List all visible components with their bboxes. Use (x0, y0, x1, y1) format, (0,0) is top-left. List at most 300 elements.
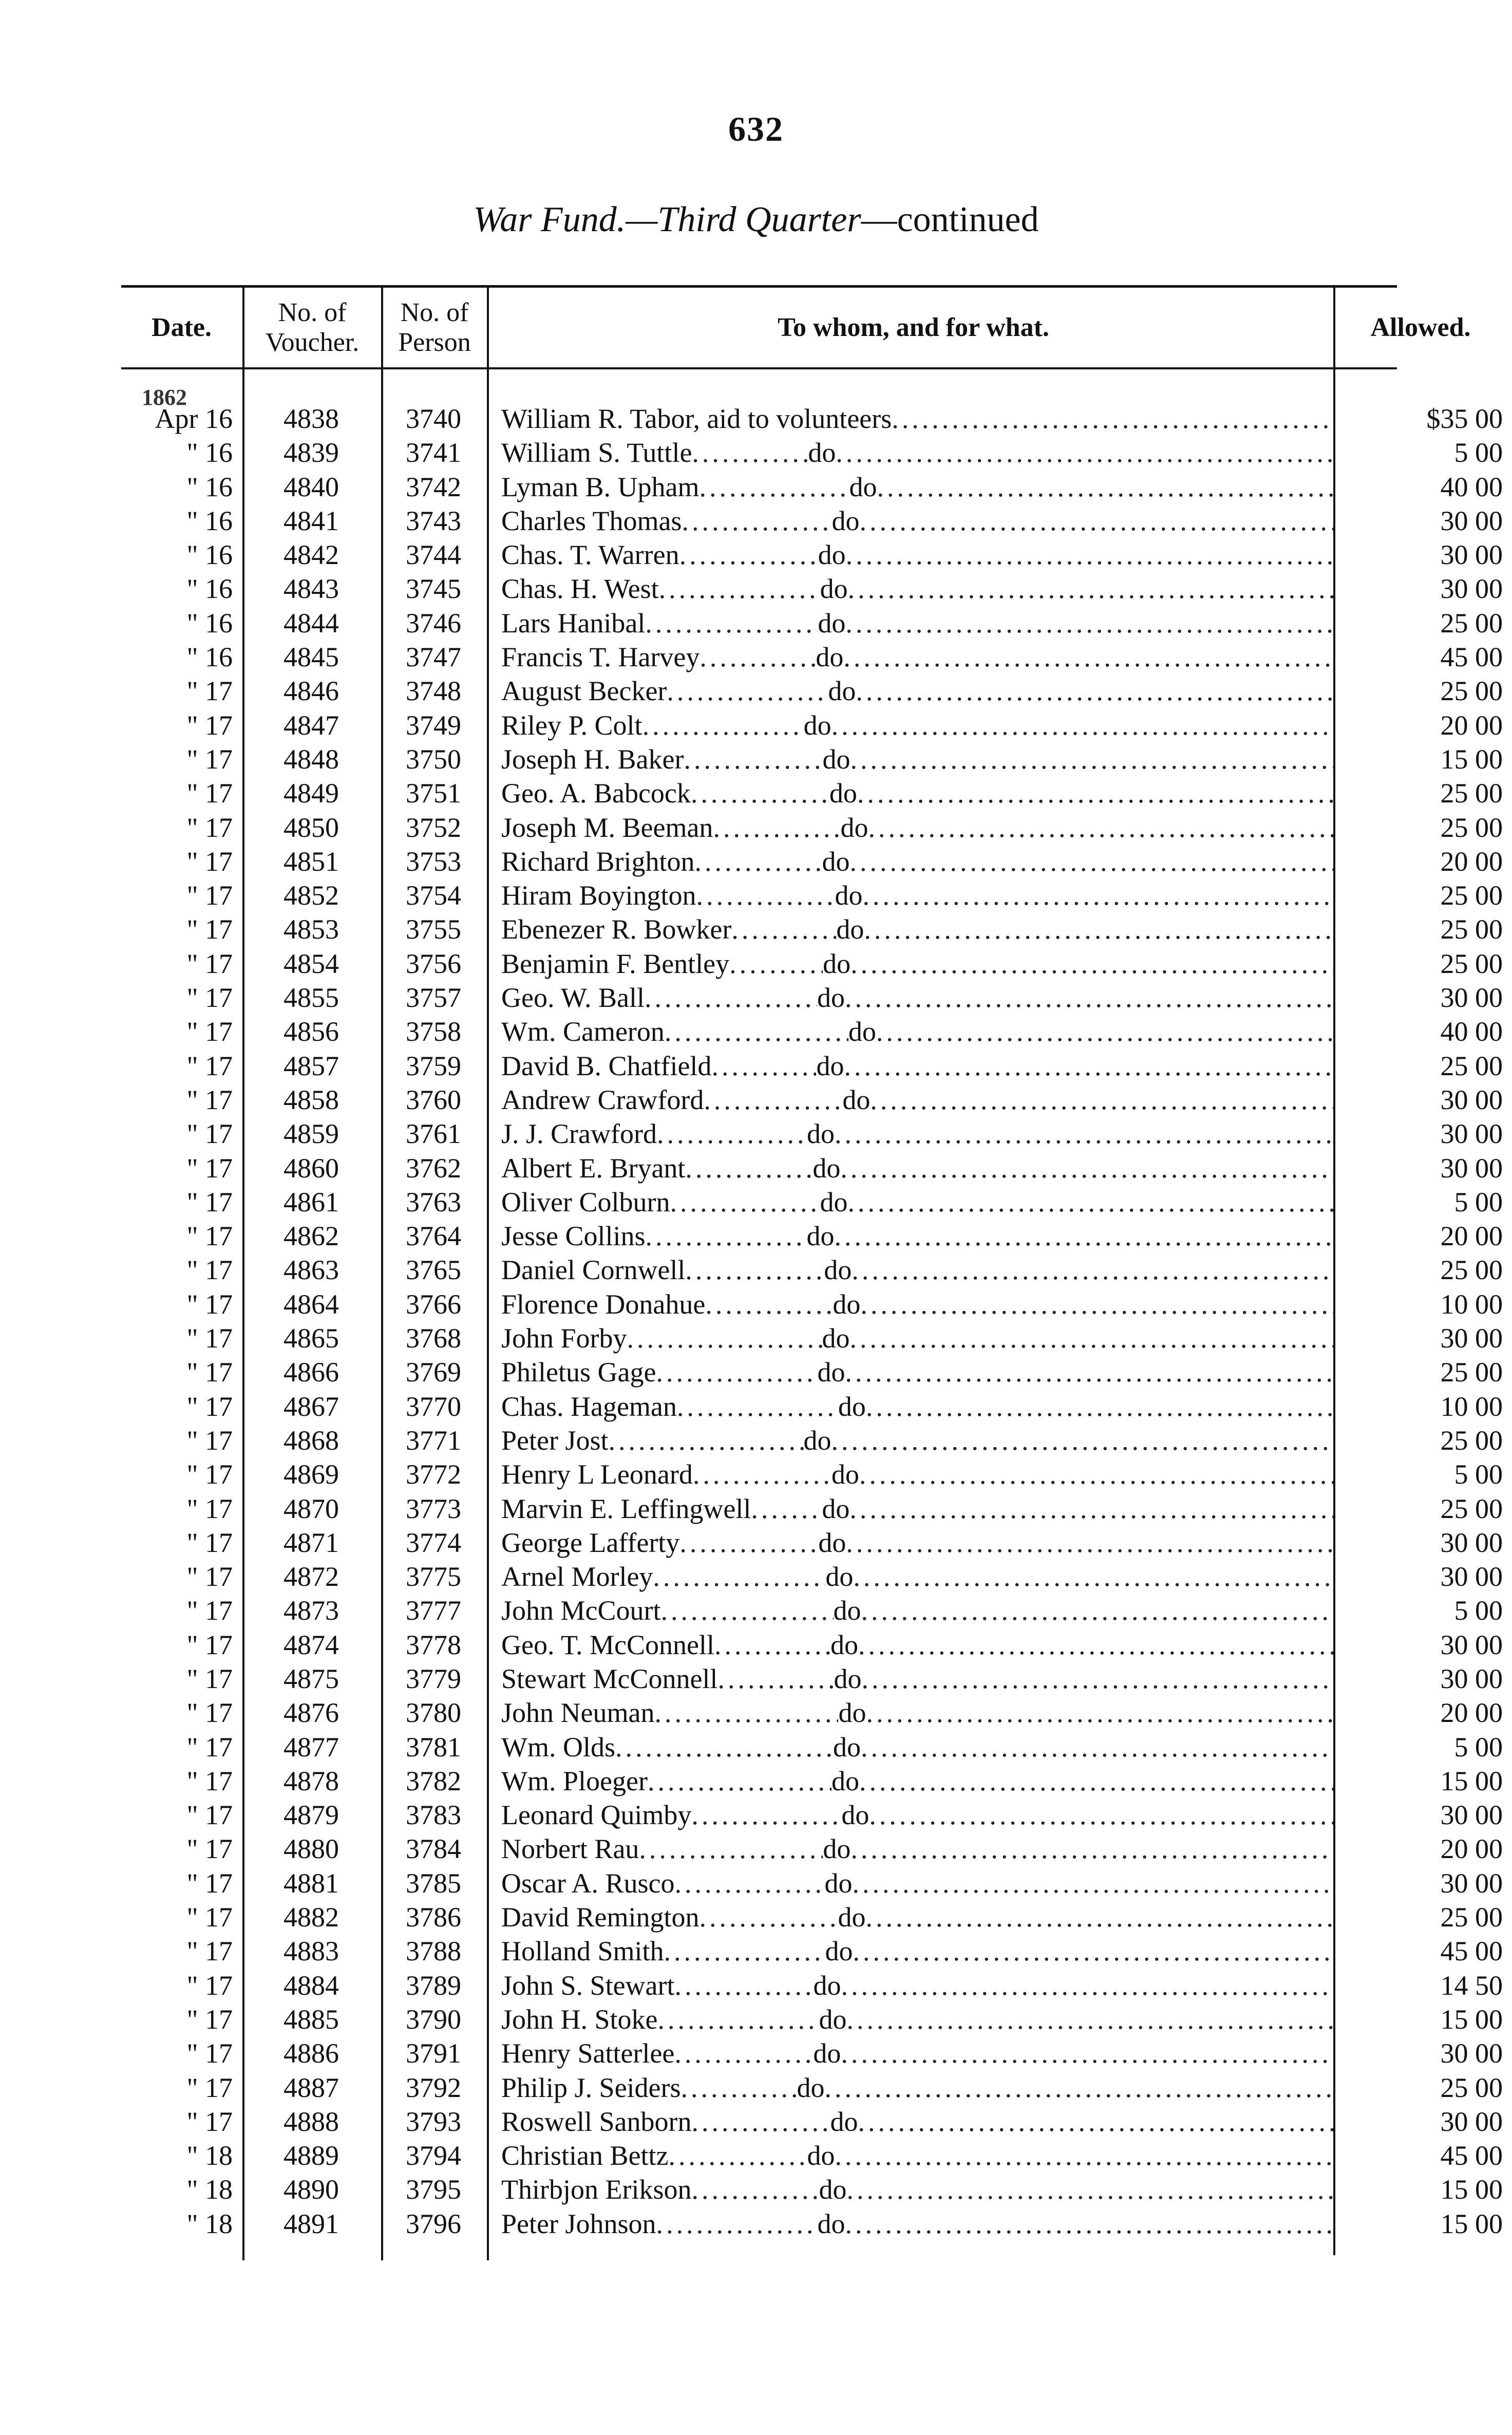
row-payee-name: Wm. Ploeger (501, 1765, 648, 1796)
row-amount-allowed: 20 00 (1440, 846, 1503, 877)
row-payee (501, 2105, 1333, 2139)
row-payee (501, 811, 1333, 845)
row-ditto-do: do (825, 1561, 854, 1593)
table-body (121, 402, 1503, 2241)
leader-dots (645, 981, 817, 1015)
leader-dots (852, 1866, 1333, 1900)
page-number: 632 (728, 109, 784, 148)
row-payee-name: Oliver Colburn (501, 1186, 670, 1218)
table-row (121, 1185, 1503, 1219)
leader-dots (681, 2071, 797, 2105)
leader-dots (751, 1492, 822, 1526)
table-row (121, 1015, 1503, 1048)
leader-dots (852, 1253, 1333, 1287)
row-voucher-number: 4852 (284, 880, 339, 911)
row-date: " 17 (186, 1221, 233, 1252)
leader-dots (831, 708, 1333, 742)
row-amount-allowed: 20 00 (1440, 709, 1503, 741)
row-ditto-do: do (831, 1459, 859, 1490)
table-row (121, 1969, 1503, 2002)
leader-dots (841, 2036, 1333, 2070)
row-ditto-do: do (816, 642, 844, 673)
row-amount-allowed: 25 00 (1440, 607, 1503, 639)
table-row (121, 2172, 1503, 2206)
row-person-number: 3785 (406, 1867, 461, 1899)
row-person-number: 3770 (406, 1391, 461, 1422)
leader-dots (656, 1355, 817, 1389)
row-ditto-do: do (831, 505, 860, 536)
row-voucher-number: 4855 (284, 982, 339, 1014)
row-date: " 17 (186, 676, 233, 707)
leader-dots (853, 1934, 1333, 1968)
table-row (121, 1151, 1503, 1185)
row-person-number: 3742 (406, 471, 461, 502)
row-date: " 16 (186, 437, 233, 469)
row-person-number: 3758 (406, 1016, 461, 1047)
leader-dots (864, 912, 1333, 946)
row-date: " 16 (186, 573, 233, 605)
row-person-number: 3757 (406, 982, 461, 1014)
row-payee-name: Geo. T. McConnell (501, 1629, 714, 1660)
row-voucher-number: 4853 (284, 914, 339, 945)
row-amount-allowed: 10 00 (1440, 1391, 1503, 1422)
row-date: " 17 (186, 1731, 233, 1763)
row-amount-allowed: 15 00 (1440, 743, 1503, 775)
row-date: " 17 (186, 948, 233, 979)
row-ditto-do: do (818, 607, 846, 639)
row-date: " 17 (186, 1970, 233, 2001)
row-date: " 17 (186, 1152, 233, 1184)
row-payee-name: Riley P. Colt (501, 709, 642, 741)
row-voucher-number: 4857 (284, 1050, 339, 1081)
leader-dots (658, 2002, 819, 2036)
row-payee-name: Peter Johnson (501, 2208, 656, 2239)
table-row (121, 572, 1503, 606)
leader-dots (661, 1594, 834, 1627)
row-voucher-number: 4883 (284, 1936, 339, 1967)
row-amount-allowed: 5 00 (1454, 1595, 1503, 1626)
row-date: " 17 (186, 1663, 233, 1694)
table-row (121, 402, 1503, 436)
row-ditto-do: do (817, 982, 845, 1014)
row-payee-name: Richard Brighton (501, 846, 695, 877)
table-row (121, 2071, 1503, 2105)
row-voucher-number: 4871 (284, 1527, 339, 1558)
table-row (121, 1594, 1503, 1627)
leader-dots (675, 1969, 814, 2002)
leader-dots (849, 1492, 1333, 1526)
row-person-number: 3771 (406, 1425, 461, 1456)
row-date: " 16 (186, 539, 233, 571)
leader-dots (731, 912, 836, 946)
row-payee-name: Wm. Olds (501, 1731, 615, 1763)
row-person-number: 3749 (406, 709, 461, 741)
row-person-number: 3774 (406, 1527, 461, 1558)
leader-dots (877, 470, 1333, 504)
row-voucher-number: 4891 (284, 2208, 339, 2239)
row-ditto-do: do (833, 1595, 861, 1626)
row-voucher-number: 4876 (284, 1697, 339, 1729)
leader-dots (694, 845, 822, 878)
table-row (121, 1321, 1503, 1355)
row-payee (501, 2139, 1333, 2172)
row-person-number: 3753 (406, 846, 461, 877)
row-person-number: 3766 (406, 1288, 461, 1320)
row-amount-allowed: 30 00 (1440, 1663, 1503, 1694)
row-amount-allowed: 5 00 (1454, 1459, 1503, 1490)
row-payee (501, 1798, 1333, 1832)
row-person-number: 3764 (406, 1221, 461, 1252)
leader-dots (860, 1287, 1333, 1321)
row-person-number: 3790 (406, 2003, 461, 2035)
leader-dots (668, 2139, 807, 2172)
leader-dots (684, 742, 822, 776)
row-ditto-do: do (822, 846, 850, 877)
page-title (0, 199, 1512, 240)
row-date: " 17 (186, 2003, 233, 2035)
ledger-table (121, 285, 1503, 2291)
row-amount-allowed: 25 00 (1440, 2072, 1503, 2103)
table-row (121, 1287, 1503, 1321)
row-date: " 17 (186, 1425, 233, 1456)
row-ditto-do: do (822, 1493, 850, 1524)
row-person-number: 3777 (406, 1595, 461, 1626)
leader-dots (692, 436, 808, 470)
table-row (121, 1832, 1503, 1866)
row-payee (501, 1015, 1333, 1048)
row-payee (501, 981, 1333, 1015)
row-ditto-do: do (833, 1731, 861, 1763)
row-voucher-number: 4851 (284, 846, 339, 877)
leader-dots (704, 1083, 842, 1117)
leader-dots (835, 1219, 1333, 1253)
header-person (383, 288, 486, 367)
row-ditto-do: do (838, 1902, 866, 1933)
table-row (121, 674, 1503, 708)
row-ditto-do: do (849, 471, 877, 502)
row-voucher-number: 4843 (284, 573, 339, 605)
row-person-number: 3780 (406, 1697, 461, 1729)
row-date: " 17 (186, 1527, 233, 1558)
leader-dots (846, 538, 1333, 572)
table-row (121, 742, 1503, 776)
row-amount-allowed: 30 00 (1440, 1800, 1503, 1831)
row-amount-allowed: 25 00 (1440, 880, 1503, 911)
row-ditto-do: do (823, 1833, 851, 1865)
row-date: " 17 (186, 1357, 233, 1388)
leader-dots (861, 1594, 1334, 1627)
row-payee-name: Francis T. Harvey (501, 642, 700, 673)
table-row (121, 504, 1503, 538)
row-date: " 16 (186, 642, 233, 673)
leader-dots (670, 1185, 820, 1219)
row-ditto-do: do (803, 1425, 831, 1456)
row-person-number: 3756 (406, 948, 461, 979)
row-person-number: 3748 (406, 676, 461, 707)
table-row (121, 1049, 1503, 1083)
table-row (121, 2002, 1503, 2036)
row-ditto-do: do (823, 948, 851, 979)
leader-dots (861, 1730, 1333, 1764)
row-payee-name: Florence Donahue (501, 1288, 706, 1320)
row-person-number: 3763 (406, 1186, 461, 1218)
leader-dots (866, 1696, 1333, 1730)
table-row (121, 640, 1503, 674)
header-person-line1: No. of (400, 297, 469, 327)
row-voucher-number: 4881 (284, 1867, 339, 1899)
row-date: " 17 (186, 1288, 233, 1320)
leader-dots (850, 742, 1333, 776)
row-ditto-do: do (820, 1186, 848, 1218)
table-row (121, 1730, 1503, 1764)
row-voucher-number: 4873 (284, 1595, 339, 1626)
row-date: " 17 (186, 2038, 233, 2069)
row-payee (501, 708, 1333, 742)
row-date: " 17 (186, 1493, 233, 1524)
row-payee-name: Arnel Morley (501, 1561, 653, 1593)
row-payee (501, 572, 1333, 606)
row-amount-allowed: 25 00 (1440, 1902, 1503, 1933)
year-label: 1862 (142, 385, 187, 410)
leader-dots (840, 1151, 1333, 1185)
row-payee (501, 1764, 1333, 1798)
row-voucher-number: 4849 (284, 778, 339, 809)
table-row (121, 1219, 1503, 1253)
row-payee-name: Stewart McConnell (501, 1663, 718, 1694)
table-row (121, 1866, 1503, 1900)
row-person-number: 3760 (406, 1084, 461, 1115)
row-ditto-do: do (828, 676, 856, 707)
leader-dots (691, 2172, 819, 2206)
table-row (121, 1492, 1503, 1526)
row-amount-allowed: 20 00 (1440, 1697, 1503, 1729)
leader-dots (646, 1219, 807, 1253)
row-person-number: 3761 (406, 1118, 461, 1150)
row-amount-allowed: 30 00 (1440, 1118, 1503, 1150)
row-amount-allowed: 15 00 (1440, 2003, 1503, 2035)
row-date: " 17 (186, 1050, 233, 1081)
leader-dots (692, 2105, 830, 2139)
row-ditto-do: do (824, 1867, 853, 1899)
row-payee (501, 1390, 1333, 1423)
row-person-number: 3752 (406, 812, 461, 843)
header-whom: To whom, and for what. (778, 312, 1049, 342)
leader-dots (685, 1253, 824, 1287)
table-row (121, 1117, 1503, 1151)
leader-dots (639, 1832, 823, 1866)
table-row (121, 1662, 1503, 1696)
table-row (121, 2036, 1503, 2070)
leader-dots (714, 1628, 830, 1662)
leader-dots (835, 2139, 1333, 2172)
row-amount-allowed: 30 00 (1440, 1629, 1503, 1660)
leader-dots (859, 1457, 1333, 1491)
leader-dots (848, 572, 1333, 606)
row-voucher-number: 4840 (284, 471, 339, 502)
table-row (121, 912, 1503, 946)
row-voucher-number: 4887 (284, 2072, 339, 2103)
row-amount-allowed: 40 00 (1440, 471, 1503, 502)
row-payee (501, 1662, 1333, 1696)
row-amount-allowed: 5 00 (1454, 1186, 1503, 1218)
leader-dots (685, 1151, 812, 1185)
row-voucher-number: 4878 (284, 1765, 339, 1796)
row-ditto-do: do (841, 1800, 870, 1831)
row-date: " 16 (186, 607, 233, 639)
row-amount-allowed: 30 00 (1440, 1561, 1503, 1593)
row-payee-name: Andrew Crawford (501, 1084, 704, 1115)
leader-dots (642, 708, 804, 742)
row-amount-allowed: 10 00 (1440, 1288, 1503, 1320)
row-ditto-do: do (833, 1288, 861, 1320)
row-payee-name: Oscar A. Rusco (501, 1867, 675, 1899)
row-ditto-do: do (820, 573, 848, 605)
leader-dots (858, 2105, 1334, 2139)
row-payee (501, 1253, 1333, 1287)
row-payee (501, 1185, 1333, 1219)
row-payee-name: Holland Smith (501, 1936, 664, 1967)
row-payee (501, 1526, 1333, 1560)
row-ditto-do: do (818, 1527, 846, 1558)
leader-dots (843, 640, 1333, 674)
leader-dots (729, 947, 823, 981)
row-payee-name: Joseph M. Beeman (501, 812, 713, 843)
leader-dots (677, 1390, 838, 1423)
leader-dots (870, 1083, 1333, 1117)
row-amount-allowed: 25 00 (1440, 1425, 1503, 1456)
row-date: " 17 (186, 1697, 233, 1729)
row-date: " 17 (186, 2106, 233, 2137)
row-ditto-do: do (797, 2072, 825, 2103)
row-ditto-do: do (830, 2106, 858, 2137)
row-amount-allowed: 5 00 (1454, 1731, 1503, 1763)
row-payee-name: Leonard Quimby (501, 1800, 692, 1831)
row-payee-name: Charles Thomas (501, 505, 682, 536)
leader-dots (645, 606, 818, 640)
row-ditto-do: do (834, 1663, 862, 1694)
row-payee-name: Philetus Gage (501, 1357, 656, 1388)
title-continued: —continued (861, 200, 1039, 239)
row-payee-name: Chas. T. Warren (501, 539, 679, 571)
row-ditto-do: do (848, 1016, 876, 1047)
leader-dots (859, 1764, 1333, 1798)
leader-dots (711, 1049, 816, 1083)
row-person-number: 3746 (406, 607, 461, 639)
row-voucher-number: 4869 (284, 1459, 339, 1490)
row-amount-allowed: 30 00 (1440, 1527, 1503, 1558)
row-person-number: 3778 (406, 1629, 461, 1660)
row-ditto-do: do (808, 437, 836, 469)
leader-dots (656, 2207, 817, 2241)
row-payee-name: Henry L Leonard (501, 1459, 693, 1490)
leader-dots (691, 1798, 841, 1832)
row-ditto-do: do (836, 914, 864, 945)
table-row (121, 1457, 1503, 1491)
row-amount-allowed: 30 00 (1440, 505, 1503, 536)
leader-dots (653, 1560, 825, 1594)
row-person-number: 3747 (406, 642, 461, 673)
row-payee (501, 402, 1333, 436)
row-payee (501, 1696, 1333, 1730)
row-ditto-do: do (813, 2038, 841, 2069)
row-amount-allowed: 30 00 (1440, 1867, 1503, 1899)
row-payee-name: Chas. Hageman (501, 1391, 677, 1422)
row-ditto-do: do (840, 812, 868, 843)
row-person-number: 3765 (406, 1254, 461, 1286)
row-ditto-do: do (812, 1152, 841, 1184)
row-payee-name: Norbert Rau (501, 1833, 639, 1865)
row-amount-allowed: 30 00 (1440, 573, 1503, 605)
row-payee-name: John Neuman (501, 1697, 655, 1729)
row-voucher-number: 4859 (284, 1118, 339, 1150)
row-date: " 17 (186, 880, 233, 911)
row-amount-allowed: 30 00 (1440, 1323, 1503, 1354)
row-payee (501, 1594, 1333, 1627)
row-person-number: 3773 (406, 1493, 461, 1524)
row-date: " 16 (186, 471, 233, 502)
leader-dots (705, 1287, 833, 1321)
row-voucher-number: 4846 (284, 676, 339, 707)
row-payee-name: Joseph H. Baker (501, 743, 684, 775)
row-payee (501, 640, 1333, 674)
leader-dots (856, 674, 1333, 708)
leader-dots (679, 538, 818, 572)
row-voucher-number: 4874 (284, 1629, 339, 1660)
row-person-number: 3775 (406, 1561, 461, 1593)
table-row (121, 1526, 1503, 1560)
row-amount-allowed: 15 00 (1440, 1765, 1503, 1796)
row-person-number: 3750 (406, 743, 461, 775)
row-payee (501, 776, 1333, 810)
row-voucher-number: 4879 (284, 1800, 339, 1831)
table-row (121, 1423, 1503, 1457)
header-person-line2: Person (398, 327, 471, 357)
row-payee (501, 1866, 1333, 1900)
table-row (121, 947, 1503, 981)
row-payee-name: Albert E. Bryant (501, 1152, 686, 1184)
row-payee-name: Geo. A. Babcock (501, 778, 691, 809)
row-amount-allowed: 14 50 (1440, 1970, 1503, 2001)
leader-dots (836, 436, 1333, 470)
header-date: Date. (152, 312, 212, 342)
row-payee-name: Lars Hanibal (501, 607, 646, 639)
row-voucher-number: 4888 (284, 2106, 339, 2137)
row-amount-allowed: 25 00 (1440, 812, 1503, 843)
row-date: " 17 (186, 709, 233, 741)
row-payee (501, 1287, 1333, 1321)
table-row (121, 1900, 1503, 1934)
row-amount-allowed: 5 00 (1454, 437, 1503, 469)
row-payee-name: Lyman B. Upham (501, 471, 700, 502)
row-ditto-do: do (819, 2003, 847, 2035)
row-ditto-do: do (806, 1221, 835, 1252)
table-row (121, 436, 1503, 470)
title-fund: War Fund. (473, 200, 626, 239)
leader-dots (858, 1628, 1333, 1662)
row-date: " 17 (186, 914, 233, 945)
row-voucher-number: 4885 (284, 2003, 339, 2035)
table-row (121, 845, 1503, 878)
table-row (121, 1083, 1503, 1117)
leader-dots (717, 1662, 834, 1696)
row-voucher-number: 4847 (284, 709, 339, 741)
row-amount-allowed: 20 00 (1440, 1221, 1503, 1252)
leader-dots (876, 1015, 1333, 1048)
row-payee (501, 1560, 1333, 1594)
leader-dots (845, 606, 1333, 640)
row-voucher-number: 4863 (284, 1254, 339, 1286)
row-amount-allowed: 25 00 (1440, 1357, 1503, 1388)
